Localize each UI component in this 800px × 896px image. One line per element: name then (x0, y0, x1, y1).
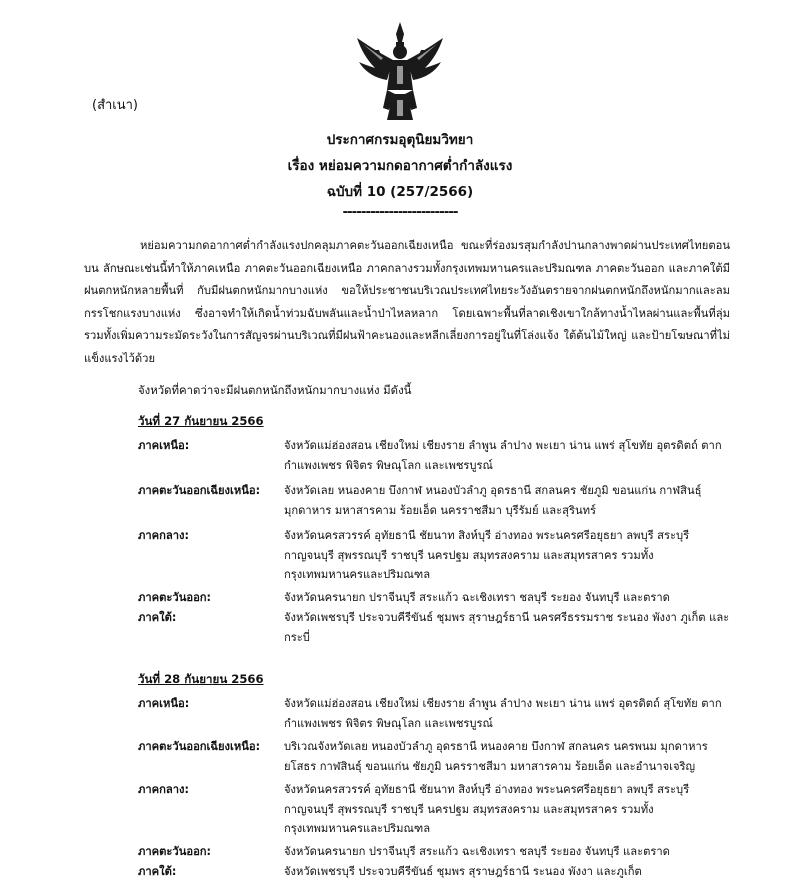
date-heading: วันที่ 28 กันยายน 2566 (138, 672, 264, 686)
region-provinces: จังหวัดนครสวรรค์ อุทัยธานี ชัยนาท สิงห์บุรี อ่างทอง พระนครศรีอยุธยา ลพบุรี สระบุรี กาญจนบุรี สุพรรณบุรี ราชบุรี นครปฐม สมุทรสงคราม และสมุทรสาคร รวมทั้งกรุงเทพมหานครและปริมณฑล (284, 783, 690, 835)
region-provinces: จังหวัดนครนายก ปราจีนบุรี สระแก้ว ฉะเชิงเทรา ชลบุรี ระยอง จันทบุรี และตราด (284, 845, 670, 858)
region-label: ภาคเหนือ: (138, 439, 190, 452)
provinces-intro: จังหวัดที่คาดว่าจะมีฝนตกหนักถึงหนักมากบางแห่ง มีดังนี้ (138, 383, 412, 397)
issue-number: ฉบับที่ 10 (257/2566) (326, 184, 474, 200)
region-provinces: จังหวัดเพชรบุรี ประจวบคีรีขันธ์ ชุมพร สุราษฎร์ธานี นครศรีธรรมราช ระนอง พังงา ภูเก็ต และกระบี่ (284, 611, 730, 644)
region-label: ภาคเหนือ: (138, 697, 190, 710)
region-provinces: จังหวัดนครสวรรค์ อุทัยธานี ชัยนาท สิงห์บุรี อ่างทอง พระนครศรีอยุธยา ลพบุรี สระบุรี กาญจนบุรี สุพรรณบุรี ราชบุรี นครปฐม สมุทรสงคราม และสมุทรสาคร รวมทั้งกรุงเทพมหานครและปริมณฑล (284, 529, 690, 581)
region-provinces: บริเวณจังหวัดเลย หนองบัวลำภู อุดรธานี หนองคาย บึงกาฬ สกลนคร นครพนม มุกดาหาร ยโสธร กาฬสินธุ์ ขอนแก่น ชัยภูมิ นครราชสีมา มหาสารคาม ร้อยเอ็ด และอำนาจเจริญ (284, 740, 708, 773)
region-label: ภาคตะวันออกเฉียงเหนือ: (138, 740, 261, 753)
date-heading: วันที่ 27 กันยายน 2566 (138, 414, 264, 428)
document-title: ประกาศกรมอุตุนิยมวิทยา (326, 132, 474, 148)
garuda-emblem-icon (353, 20, 447, 124)
region-provinces: จังหวัดแม่ฮ่องสอน เชียงใหม่ เชียงราย ลำพูน ลำปาง พะเยา น่าน แพร่ อุตรดิตถ์ สุโขทัย ตาก กำแพงเพชร พิจิตร พิษณุโลก และเพชรบูรณ์ (284, 697, 722, 730)
region-label: ภาคตะวันออกเฉียงเหนือ: (138, 484, 261, 497)
region-label: ภาคตะวันออก: (138, 845, 212, 858)
region-label: ภาคใต้: (138, 611, 177, 624)
region-provinces: จังหวัดแม่ฮ่องสอน เชียงใหม่ เชียงราย ลำพูน ลำปาง พะเยา น่าน แพร่ สุโขทัย อุตรดิตถ์ ตาก กำแพงเพชร พิจิตร พิษณุโลก และเพชรบูรณ์ (284, 439, 722, 472)
region-label: ภาคกลาง: (138, 529, 189, 542)
body-paragraph: หย่อมความกดอากาศต่ำกำลังแรงปกคลุมภาคตะวันออกเฉียงเหนือ ขณะที่ร่องมรสุมกำลังปานกลางพาดผ่านประเทศไทยตอนบน ลักษณะเช่นนี้ทำให้ภาคเหนือ ภาคตะวันออกเฉียงเหนือ ภาคกลางรวมทั้งกรุงเทพมหานครและปริมณฑล ภาคตะวันออก และภาคใต้มีฝนตกหนักหลายพื้นที่ กับมีฝนตกหนักมากบางแห่ง ขอให้ประชาชนบริเวณประเทศไทยระวังอันตรายจากฝนตกหนักถึงหนักมากและลมกรรโชกแรงบางแห่ง ซึ่งอาจทำให้เกิดน้ำท่วมฉับพลันและน้ำป่าไหลหลาก โดยเฉพาะพื้นที่ลาดเชิงเขาใกล้ทางน้ำไหลผ่านและพื้นที่ลุ่ม รวมทั้งเพิ่มความระมัดระวังในการสัญจรผ่านบริเวณที่มีฝนฟ้าคะนองและหลีกเลี่ยงการอยู่ในที่โล่งแจ้ง ใต้ต้นไม้ใหญ่ และป้ายโฆษณาที่ไม่แข็งแรงไว้ด้วย (84, 239, 730, 365)
region-provinces: จังหวัดนครนายก ปราจีนบุรี สระแก้ว ฉะเชิงเทรา ชลบุรี ระยอง จันทบุรี และตราด (284, 591, 670, 604)
document-subject: เรื่อง หย่อมความกดอากาศต่ำกำลังแรง (287, 158, 513, 174)
region-label: ภาคตะวันออก: (138, 591, 212, 604)
region-label: ภาคกลาง: (138, 783, 189, 796)
region-provinces: จังหวัดเพชรบุรี ประจวบคีรีขันธ์ ชุมพร สุราษฎร์ธานี ระนอง พังงา และภูเก็ต (284, 865, 642, 878)
region-provinces: จังหวัดเลย หนองคาย บึงกาฬ หนองบัวลำภู อุดรธานี สกลนคร ชัยภูมิ ขอนแก่น กาฬสินธุ์ มุกดาหาร มหาสารคาม ร้อยเอ็ด นครราชสีมา บุรีรัมย์ และสุรินทร์ (284, 484, 702, 517)
copy-mark: (สำเนา) (92, 98, 139, 113)
title-divider: ------------------------- (342, 204, 458, 220)
region-label: ภาคใต้: (138, 865, 177, 878)
